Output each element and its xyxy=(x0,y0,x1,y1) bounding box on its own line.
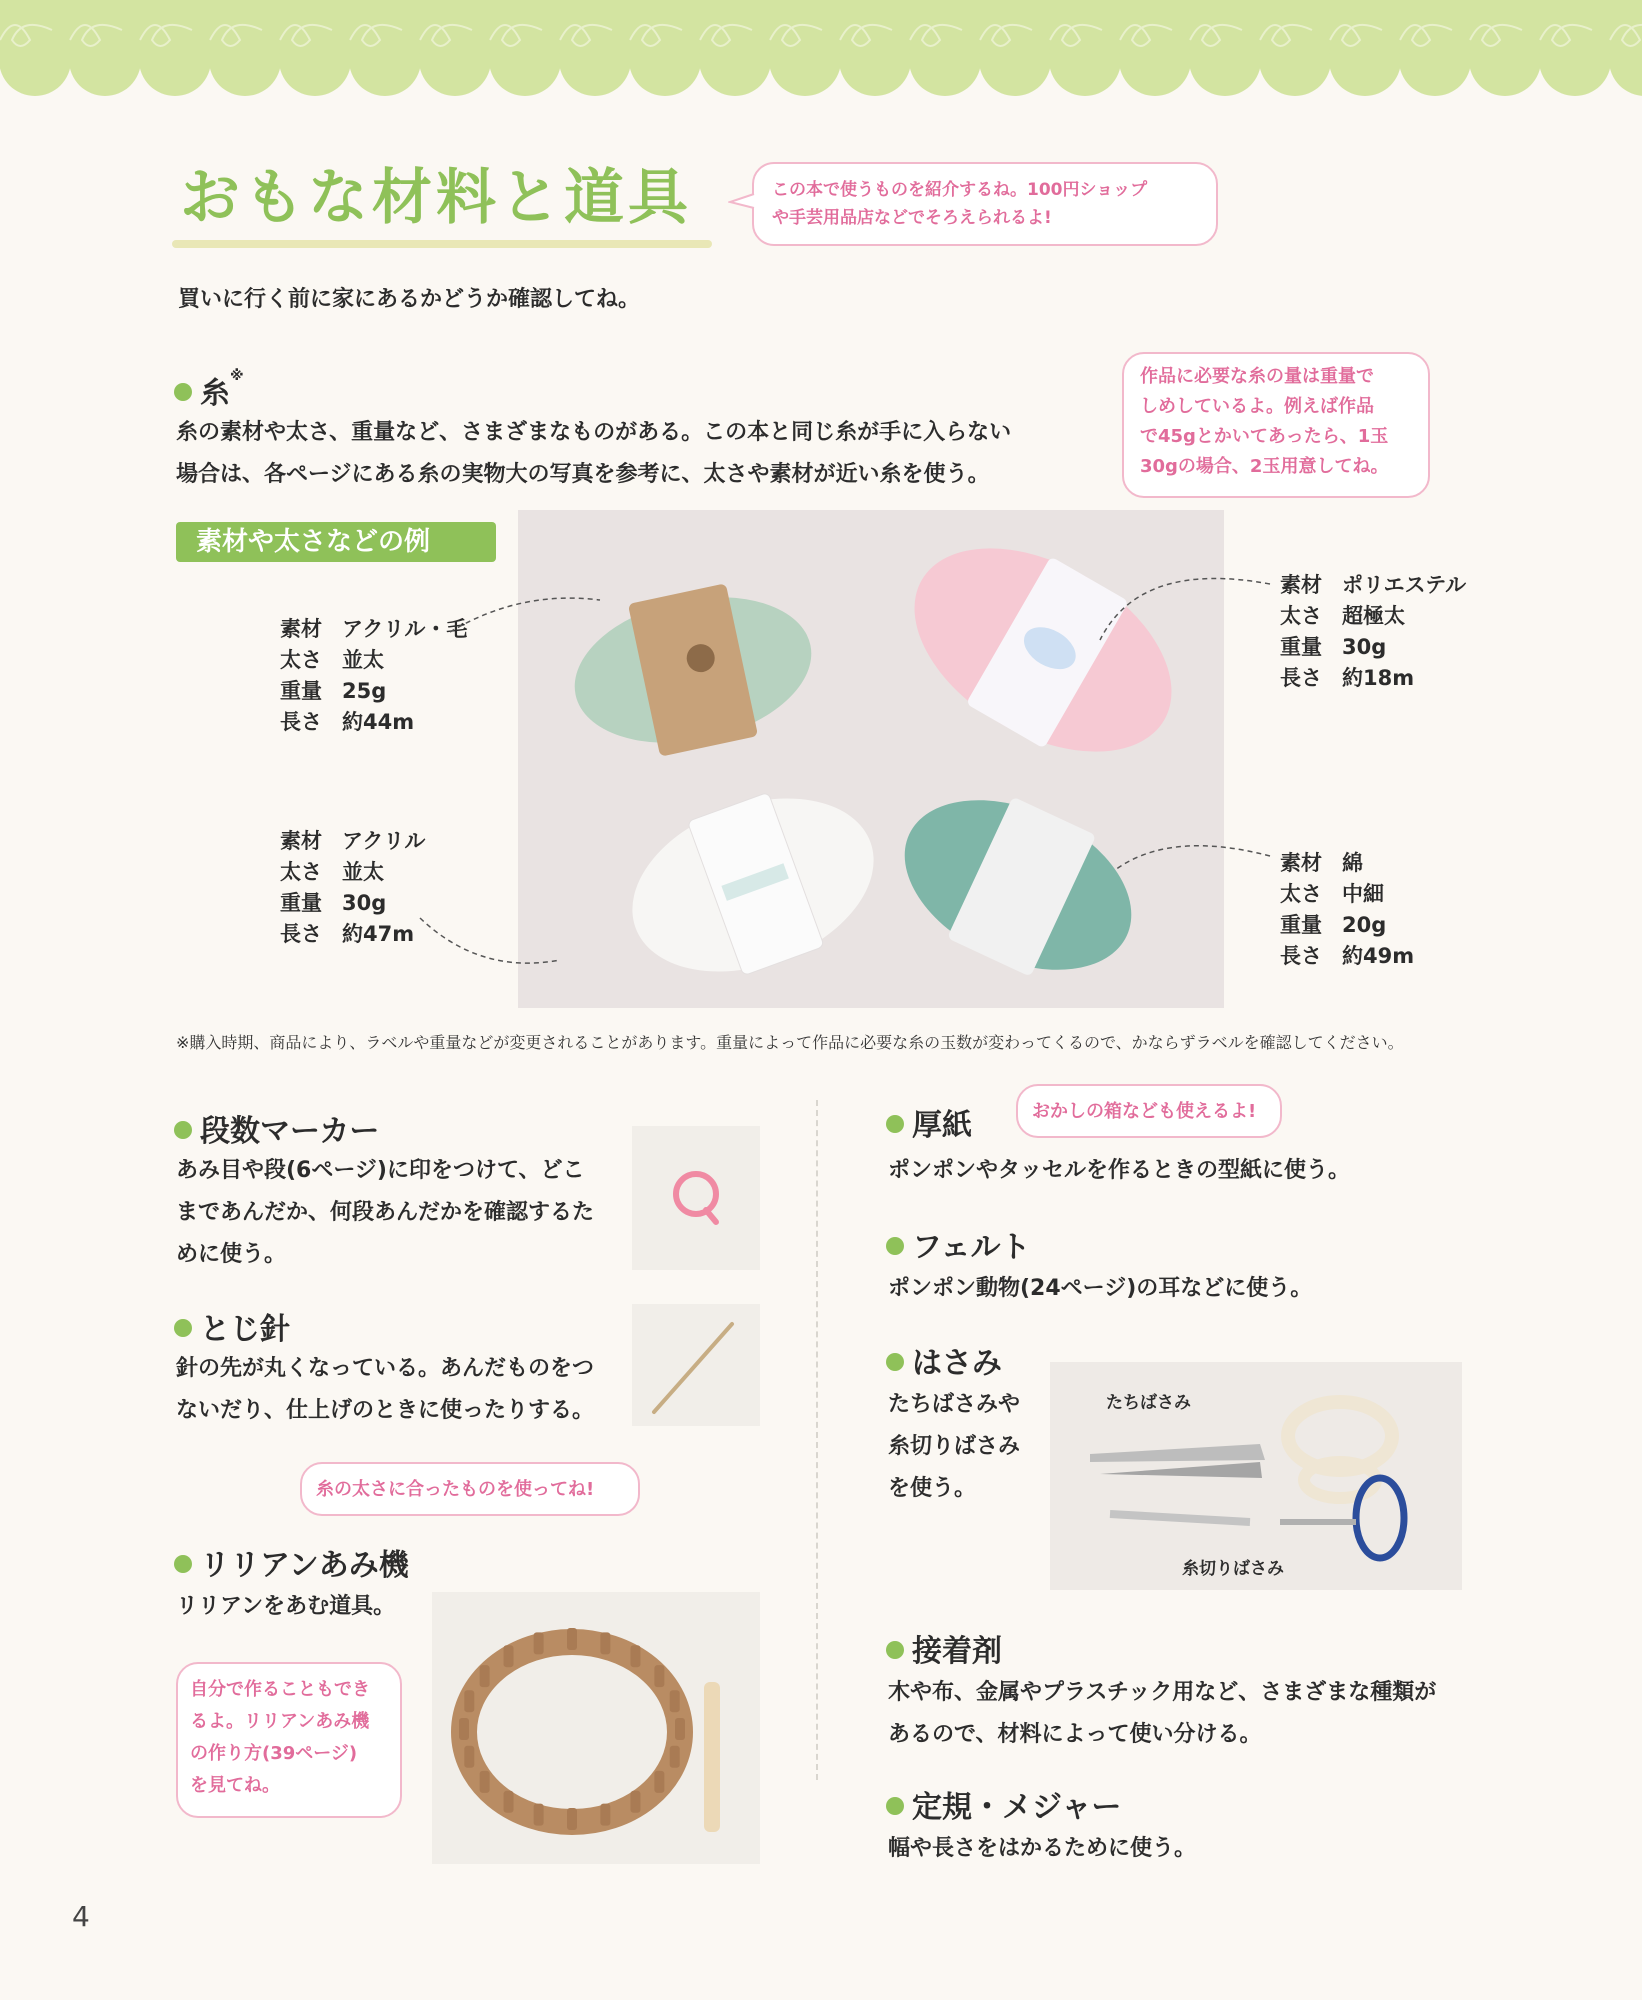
scissors-desc-line-2: 糸切りばさみ xyxy=(888,1434,1021,1459)
spec-label: 重量 xyxy=(1280,635,1322,659)
spec-value: 約49m xyxy=(1342,944,1415,968)
spec-label: 太さ xyxy=(280,648,322,672)
marker-heading-label: 段数マーカー xyxy=(200,1114,380,1149)
spec-label: 長さ xyxy=(1280,666,1322,690)
spec-label: 太さ xyxy=(1280,604,1322,628)
lilian-bubble-line-4: を見てね。 xyxy=(190,1775,280,1796)
spec-value: 中細 xyxy=(1342,882,1384,906)
needle-heading-label: とじ針 xyxy=(200,1312,290,1347)
bullet-dot xyxy=(886,1797,904,1815)
yarn-note-mark: ※ xyxy=(230,368,244,384)
stitch-marker-photo xyxy=(632,1126,760,1270)
thread-snips-label: 糸切りばさみ xyxy=(1182,1559,1284,1579)
ruler-heading-label: 定規・メジャー xyxy=(912,1790,1122,1825)
needle-tip-bubble: 糸の太さに合ったものを使ってね! xyxy=(300,1462,640,1516)
marker-heading xyxy=(174,1106,379,1150)
tapestry-needle-photo xyxy=(632,1304,760,1426)
felt-heading xyxy=(886,1222,1031,1266)
ruler-heading xyxy=(886,1782,1121,1826)
cardboard-heading xyxy=(886,1100,972,1144)
scissors-heading-label: はさみ xyxy=(912,1346,1002,1381)
bullet-dot xyxy=(174,1555,192,1573)
scissors-desc-line-1: たちばさみや xyxy=(888,1392,1021,1417)
spec-value: 超極太 xyxy=(1342,604,1405,628)
glue-heading xyxy=(886,1626,1002,1670)
spec-label: 重量 xyxy=(280,679,322,703)
scissors-desc-line-3: を使う。 xyxy=(888,1476,977,1501)
page-number: 4 xyxy=(72,1900,90,1933)
bullet-dot xyxy=(886,1353,904,1371)
lilian-loom-photo xyxy=(432,1592,760,1864)
lilian-description: リリアンをあむ道具。 xyxy=(176,1594,396,1619)
spec-label: 素材 xyxy=(280,829,322,853)
marker-desc-line-1: あみ目や段(6ページ)に印をつけて、どこ xyxy=(176,1158,585,1183)
lilian-tip-bubble xyxy=(176,1662,402,1818)
felt-description: ポンポン動物(24ページ)の耳などに使う。 xyxy=(888,1276,1313,1301)
spec-value: アクリル・毛 xyxy=(342,617,468,641)
needle-desc-line-1: 針の先が丸くなっている。あんだものをつ xyxy=(176,1356,595,1381)
examples-chip: 素材や太さなどの例 xyxy=(176,522,496,562)
needle-description xyxy=(176,1348,594,1432)
spec-value: 20g xyxy=(1342,913,1387,937)
page-title: おもな材料と道具 xyxy=(180,163,692,233)
spec-value: 約47m xyxy=(342,922,415,946)
lilian-heading xyxy=(174,1540,409,1584)
spec-label: 素材 xyxy=(280,617,322,641)
spec-value: 30g xyxy=(342,891,387,915)
spec-label: 重量 xyxy=(280,891,322,915)
spec-value: 並太 xyxy=(342,860,384,884)
intro-bubble-line-2: や手芸用品店などでそろえられるよ! xyxy=(772,208,1052,228)
spec-label: 素材 xyxy=(1280,573,1322,597)
column-divider xyxy=(816,1100,818,1780)
yarn-bubble-line-1: 作品に必要な糸の量は重量で xyxy=(1140,366,1374,387)
spec-label: 長さ xyxy=(280,710,322,734)
spec-label: 素材 xyxy=(1280,851,1322,875)
glue-description xyxy=(888,1672,1436,1756)
marker-desc-line-3: めに使う。 xyxy=(176,1242,287,1267)
spec-label: 長さ xyxy=(280,922,322,946)
glue-desc-line-2: あるので、材料によって使い分ける。 xyxy=(888,1722,1262,1747)
yarn-desc-line-1: 糸の素材や太さ、重量など、さまざまなものがある。この本と同じ糸が手に入らない xyxy=(176,420,1012,445)
bullet-dot xyxy=(886,1641,904,1659)
spec-label: 長さ xyxy=(1280,944,1322,968)
marker-description xyxy=(176,1150,594,1276)
yarn-desc-line-2: 場合は、各ページにある糸の実物大の写真を参考に、太さや素材が近い糸を使う。 xyxy=(176,462,990,487)
spec-value: 25g xyxy=(342,679,387,703)
spec-value: 約18m xyxy=(1342,666,1415,690)
fabric-scissors-label: たちばさみ xyxy=(1106,1393,1191,1413)
bullet-dot xyxy=(174,1121,192,1139)
cardboard-tip-bubble: おかしの箱なども使えるよ! xyxy=(1016,1084,1282,1138)
bullet-dot xyxy=(886,1237,904,1255)
scissors-heading xyxy=(886,1338,1002,1382)
spec-label: 太さ xyxy=(280,860,322,884)
spec-value: 綿 xyxy=(1342,851,1363,875)
needle-desc-line-2: ないだり、仕上げのときに使ったりする。 xyxy=(176,1398,595,1423)
spec-value: 30g xyxy=(1342,635,1387,659)
cardboard-description: ポンポンやタッセルを作るときの型紙に使う。 xyxy=(888,1158,1351,1183)
ruler-description: 幅や長さをはかるために使う。 xyxy=(888,1836,1197,1861)
scissors-description xyxy=(888,1384,1020,1510)
lilian-bubble-line-3: の作り方(39ページ) xyxy=(190,1743,358,1764)
lilian-heading-label: リリアンあみ機 xyxy=(200,1548,409,1583)
yarn-bubble-line-3: で45gとかいてあったら、1玉 xyxy=(1140,426,1389,447)
spec-value: アクリル xyxy=(342,829,426,853)
marker-desc-line-2: まであんだか、何段あんだかを確認するた xyxy=(176,1200,595,1225)
yarn-bubble-line-4: 30gの場合、2玉用意してね。 xyxy=(1140,456,1389,477)
spec-label: 重量 xyxy=(1280,913,1322,937)
bullet-dot xyxy=(174,1319,192,1337)
spec-value: 約44m xyxy=(342,710,415,734)
yarn-footnote: ※購入時期、商品により、ラベルや重量などが変更されることがあります。重量によって作品に必要な糸の玉数が変わってくるので、かならずラベルを確認してください。 xyxy=(176,1033,1404,1052)
yarn-bubble-line-2: しめしているよ。例えば作品 xyxy=(1140,396,1374,417)
yarn-heading-label: 糸 xyxy=(200,376,230,411)
bullet-dot xyxy=(886,1115,904,1133)
spec-value: ポリエステル xyxy=(1342,573,1467,597)
glue-desc-line-1: 木や布、金属やプラスチック用など、さまざまな種類が xyxy=(888,1680,1437,1705)
felt-heading-label: フェルト xyxy=(912,1230,1031,1265)
spec-value: 並太 xyxy=(342,648,384,672)
lilian-bubble-line-2: るよ。リリアンあみ機 xyxy=(190,1711,370,1732)
cardboard-heading-label: 厚紙 xyxy=(912,1108,972,1143)
spec-label: 太さ xyxy=(1280,882,1322,906)
lilian-bubble-line-1: 自分で作ることもでき xyxy=(190,1679,370,1700)
needle-heading xyxy=(174,1304,290,1348)
glue-heading-label: 接着剤 xyxy=(912,1634,1002,1669)
intro-text: 買いに行く前に家にあるかどうか確認してね。 xyxy=(178,287,641,312)
intro-bubble-line-1: この本で使うものを紹介するね。100円ショップ xyxy=(772,180,1148,200)
